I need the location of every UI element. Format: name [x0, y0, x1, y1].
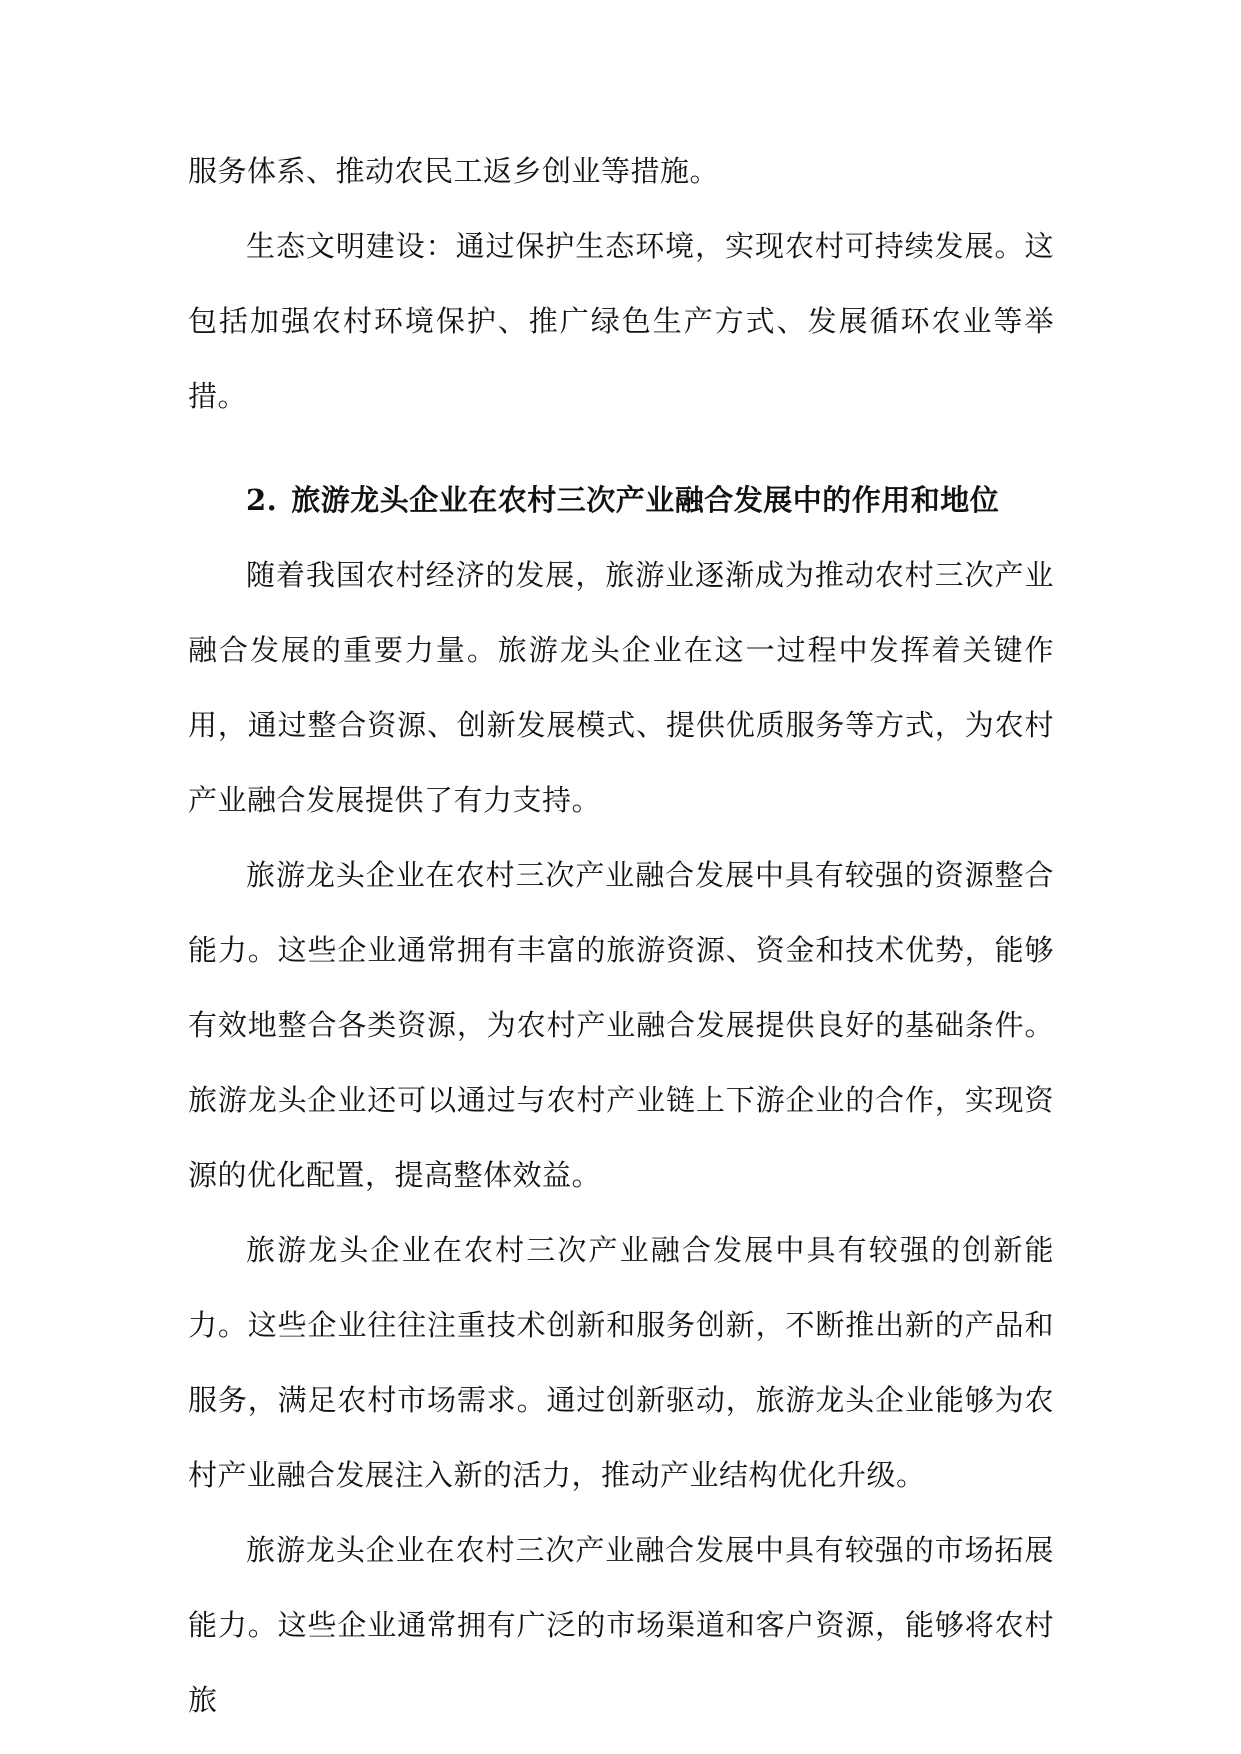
paragraph-resource-integration: 旅游龙头企业在农村三次产业融合发展中具有较强的资源整合能力。这些企业通常拥有丰富的旅游资源、资金和技术优势，能够有效地整合各类资源，为农村产业融合发展提供良好的基础条件。旅游龙头企业还可以通过与农村产业链上下游企业的合作，实现资源的优化配置，提高整体效益。: [188, 858, 1054, 1192]
paragraph-innovation: 旅游龙头企业在农村三次产业融合发展中具有较强的创新能力。这些企业往往注重技术创新和服务创新，不断推出新的产品和服务，满足农村市场需求。通过创新驱动，旅游龙头企业能够为农村产业融合发展注入新的活力，推动产业结构优化升级。: [188, 1233, 1054, 1492]
paragraph-ecology: 生态文明建设：通过保护生态环境，实现农村可持续发展。这包括加强农村环境保护、推广绿色生产方式、发展循环农业等举措。: [188, 229, 1054, 413]
paragraph-intro: 随着我国农村经济的发展，旅游业逐渐成为推动农村三次产业融合发展的重要力量。旅游龙头企业在这一过程中发挥着关键作用，通过整合资源、创新发展模式、提供优质服务等方式，为农村产业融合发展提供了有力支持。: [188, 558, 1054, 817]
document-body: [188, 134, 1054, 1738]
paragraph-continued: 服务体系、推动农民工返乡创业等措施。: [188, 154, 720, 188]
section-heading: [188, 434, 1054, 538]
paragraph-market-expansion: 旅游龙头企业在农村三次产业融合发展中具有较强的市场拓展能力。这些企业通常拥有广泛的市场渠道和客户资源，能够将农村旅: [188, 1533, 1054, 1717]
section-title: 旅游龙头企业在农村三次产业融合发展中的作用和地位: [291, 483, 1000, 517]
section-number: 2.: [246, 483, 278, 517]
